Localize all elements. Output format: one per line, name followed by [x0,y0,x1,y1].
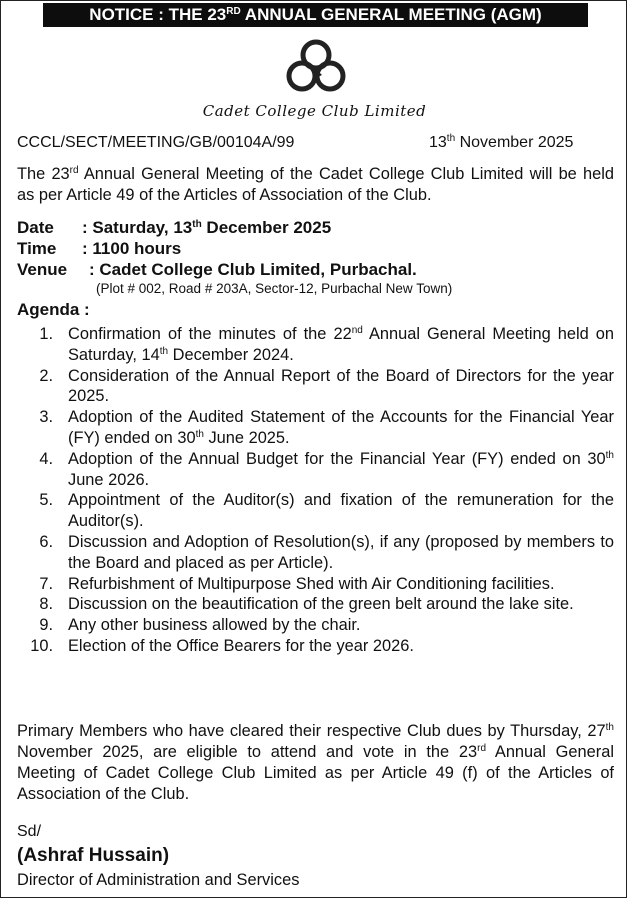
agenda-item [17,490,614,532]
agenda-item [17,594,614,615]
signature-mark: Sd/ [17,823,42,840]
agenda-item-number: 4 . [17,449,53,470]
date-value-sup: th [192,219,202,230]
signatory-name: (Ashraf Hussain) [17,845,170,866]
time-label: Time [17,239,57,258]
banner-text-pre: NOTICE : THE 23 [89,5,227,24]
notice-date-sup: th [446,133,456,144]
agenda-item-text-mid: Annual General Meeting held on Saturday, 14 [68,325,615,364]
agenda-item-text: Consideration of the Annual Report of the Board of Directors for the year 2025. [68,366,614,406]
agenda-item-text: Adoption of the Audited Statement of the Accounts for the Financial Year (FY) ended on 30 [68,408,614,447]
agenda-item-text: Election of the Office Bearers for the year 2026. [68,636,414,655]
agenda-item-text: Confirmation of the minutes of the 22 [68,325,352,343]
agenda-item [17,636,614,657]
time-value: 1100 hours [92,239,182,258]
notice-date-rest: November 2025 [455,134,574,151]
agenda-item-text-mid: June 2026. [68,470,150,489]
closing-post: Annual General Meeting of Cadet College Club Limited as per Article 49 (f) of the Articles of Association of the Club. [17,743,614,803]
logo-ring-right [317,63,343,89]
venue-separator: : [89,260,100,279]
closing-sup2: rd [477,743,487,754]
notice-banner [43,3,588,27]
date-value-pre: Saturday, 13 [92,218,193,237]
agenda-item-number: 7 . [17,574,53,595]
date-label: Date [17,218,54,237]
agenda-item-text: Adoption of the Annual Budget for the Financial Year (FY) ended on 30 [68,449,606,468]
agenda-item-text: Refurbishment of Multipurpose Shed with Air Conditioning facilities. [68,574,555,593]
closing-mid: November 2025, are eligible to attend and vote in the 23 [17,743,478,761]
venue-address: (Plot # 002, Road # 203A, Sector-12, Purbachal New Town) [96,281,453,296]
agenda-item-number: 8 . [17,594,53,615]
intro-post: Annual General Meeting of the Cadet College Club Limited will be held as per Article 49 of the Articles of Association of the Club. [17,165,614,204]
closing-pre: Primary Members who have cleared their respective Club dues by Thursday, 27 [17,722,606,740]
agenda-item-sup: th [605,449,614,461]
agenda-item [17,615,614,636]
meeting-venue [17,260,417,280]
club-logo-icon [284,39,348,93]
agenda-item-sup2: th [159,345,169,357]
reference-number: CCCL/SECT/MEETING/GB/00104A/99 [17,134,295,151]
agenda-item-number: 3 . [17,407,53,428]
agenda-item-number: 5 . [17,490,53,511]
signatory-designation: Director of Administration and Services [17,871,300,889]
agenda-item [17,324,614,366]
notice-date-day: 13 [429,134,447,151]
closing-sup: th [605,722,614,733]
meeting-time [17,239,181,259]
agenda-item [17,449,614,491]
agenda-item-text: Discussion on the beautification of the green belt around the lake site. [68,595,574,614]
agenda-item-text: Discussion and Adoption of Resolution(s), if any (proposed by members to the Board and placed as per Article). [68,532,614,572]
agenda-item [17,574,614,595]
intro-paragraph [17,164,614,206]
date-value-post: December 2025 [201,218,332,237]
agenda-item-text-post: December 2024. [168,345,294,364]
agenda-item-text: Appointment of the Auditor(s) and fixation of the remuneration for the Auditor(s). [68,491,614,531]
date-separator: : [82,218,93,237]
logo-ring-left [289,63,315,89]
agenda-title: Agenda : [17,300,90,319]
agenda-item-number: 1 . [17,324,53,345]
agenda-item-sup: nd [351,325,363,336]
agenda-item-number: 9 . [17,615,53,636]
notice-date [429,134,573,152]
agenda-item-sup: th [195,428,204,440]
agenda-item-number: 2 . [17,366,53,387]
banner-text-post: ANNUAL GENERAL MEETING (AGM) [240,5,542,24]
agenda-item [17,366,614,408]
time-separator: : [82,239,93,258]
club-name: Cadet College Club Limited [202,102,427,120]
eligibility-paragraph [17,721,614,805]
agenda-item-number: 6 . [17,532,53,553]
intro-sup: rd [69,165,79,176]
venue-value: Cadet College Club Limited, Purbachal. [99,260,417,279]
meeting-date [17,218,331,238]
agenda-list [17,324,614,657]
agenda-item-text-mid: June 2025. [203,428,290,447]
intro-pre: The 23 [17,165,70,183]
venue-label: Venue [17,260,68,279]
banner-text-sup: RD [226,6,241,17]
agenda-item-text: Any other business allowed by the chair. [68,616,361,635]
agenda-item [17,407,614,449]
agenda-item [17,532,614,574]
agenda-item-number: 10 . [17,636,53,657]
